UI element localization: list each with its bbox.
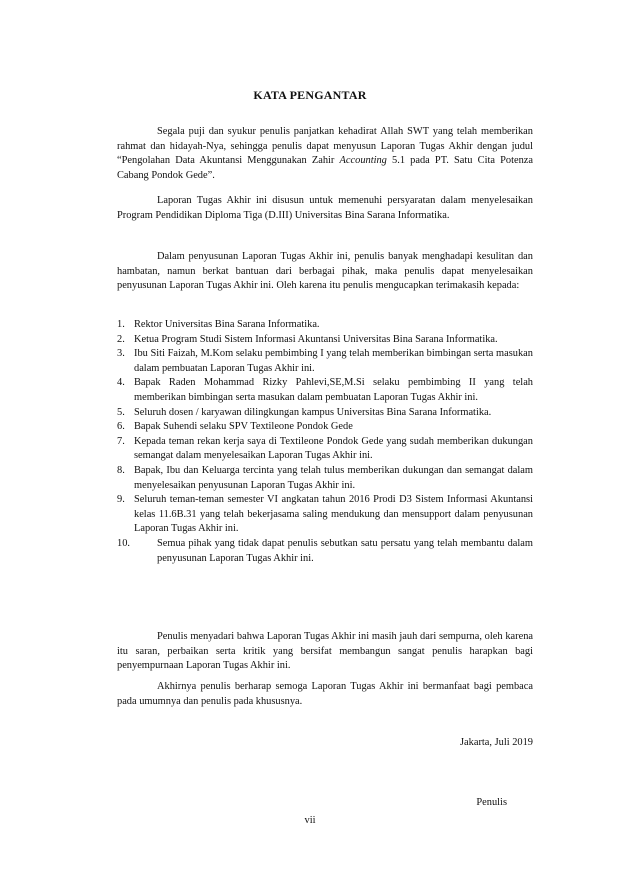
paragraph-thanks-intro (117, 250, 533, 294)
list-item (117, 406, 533, 421)
list-item-number: 1. (117, 319, 125, 330)
list-item-text: Seluruh teman-teman semester VI angkatan tahun 2016 Prodi D3 Sistem Informasi Akuntansi kelas 11.6B.31 yang telah bekerjasama saling mendukung dan mensupport dalam penyusunan Laporan Tugas Akhir ini. (134, 494, 533, 535)
list-item-number: 6. (117, 421, 125, 433)
list-item-number: 5. (117, 406, 125, 418)
list-item-text: Seluruh dosen / karyawan dilingkungan kampus Universitas Bina Sarana Informatika. (134, 406, 492, 418)
list-item (117, 537, 533, 566)
page-number: vii (304, 815, 316, 826)
list-item-number: 3. (117, 348, 125, 360)
list-item-text: Bapak Raden Mohammad Rizky Pahlevi,SE,M.Si selaku pembimbing II yang telah memberikan bimbingan serta masukan dalam pembuatan Laporan Tugas Akhir ini. (134, 377, 533, 403)
paragraph-opening-tail: 5.1 pada PT. Satu Cita Potenza Cabang Pondok Gede”. (117, 155, 534, 181)
paragraph-thanks-intro-text: Dalam penyusunan Laporan Tugas Akhir ini, penulis banyak menghadapi kesulitan dan hambatan, namun berkat bantuan dari berbagai pihak, maka penulis dapat menyelesaikan penyusunan Laporan Tugas Akhir ini. Oleh karena itu penulis mengucapkan terimakasih kepada: (117, 251, 533, 292)
paragraph-purpose (117, 194, 533, 223)
list-item (117, 420, 533, 435)
list-item (117, 376, 533, 405)
list-item (117, 333, 533, 348)
list-item-number: 9. (117, 494, 125, 506)
list-item-text: Ketua Program Studi Sistem Informasi Akuntansi Universitas Bina Sarana Informatika. (134, 333, 498, 345)
author-signature: Penulis (476, 797, 507, 808)
list-item (117, 318, 533, 333)
paragraph-opening-text: Segala puji dan syukur penulis panjatkan kehadirat Allah SWT yang telah memberikan rahmat dan hidayah-Nya, sehingga penulis dapat menyusun Laporan Tugas Akhir dengan judul “Pengolahan Data Akuntansi Menggunakan Zahir (117, 126, 533, 167)
paragraph-opening (117, 125, 533, 183)
list-item-text: Kepada teman rekan kerja saya di Textileone Pondok Gede yang sudah memberikan dukungan semangat dalam menyelesaikan Laporan Tugas Akhir ini. (134, 435, 533, 462)
list-item-number: 7. (117, 435, 125, 447)
paragraph-limitations (117, 630, 533, 674)
list-item-number: 4. (117, 377, 125, 389)
list-item (117, 347, 533, 376)
paragraph-limitations-text: Penulis menyadari bahwa Laporan Tugas Akhir ini masih jauh dari sempurna, oleh karena itu saran, perbaikan serta kritik yang bersifat membangun sangat penulis harapkan bagi penyempurnaan Laporan Tugas Akhir ini. (117, 631, 533, 672)
list-item-text: Ibu Siti Faizah, M.Kom selaku pembimbing I yang telah memberikan bimbingan serta masukan dalam pembuatan Laporan Tugas Akhir ini. (134, 348, 533, 374)
list-item (117, 435, 533, 464)
list-item-number: 8. (117, 464, 125, 476)
list-item-number: 2. (117, 333, 125, 345)
list-item (117, 464, 533, 493)
paragraph-closing-text: Akhirnya penulis berharap semoga Laporan Tugas Akhir ini bermanfaat bagi pembaca pada umumnya dan penulis pada khususnya. (117, 681, 533, 707)
list-item-text: Bapak Suhendi selaku SPV Textileone Pondok Gede (134, 421, 353, 433)
list-item (117, 493, 533, 537)
list-item-text: Bapak, Ibu dan Keluarga tercinta yang telah tulus memberikan dukungan dan semangat dalam menyelesaikan penyusunan Laporan Tugas Akhir ini. (134, 464, 533, 491)
list-item-text: Semua pihak yang tidak dapat penulis sebutkan satu persatu yang telah membantu dalam penyusunan Laporan Tugas Akhir ini. (157, 537, 533, 564)
paragraph-closing (117, 680, 533, 709)
place-date: Jakarta, Juli 2019 (459, 737, 533, 748)
paragraph-opening-italic: Accounting (339, 155, 387, 167)
page-title: KATA PENGANTAR (253, 88, 367, 102)
paragraph-purpose-text: Laporan Tugas Akhir ini disusun untuk memenuhi persyaratan dalam menyelesaikan Program Pendidikan Diploma Tiga (D.III) Universitas Bina Sarana Informatika. (117, 195, 533, 221)
acknowledgement-list (117, 318, 533, 566)
list-item-text: Rektor Universitas Bina Sarana Informatika. (134, 319, 320, 330)
list-item-number: 10. (117, 537, 130, 549)
